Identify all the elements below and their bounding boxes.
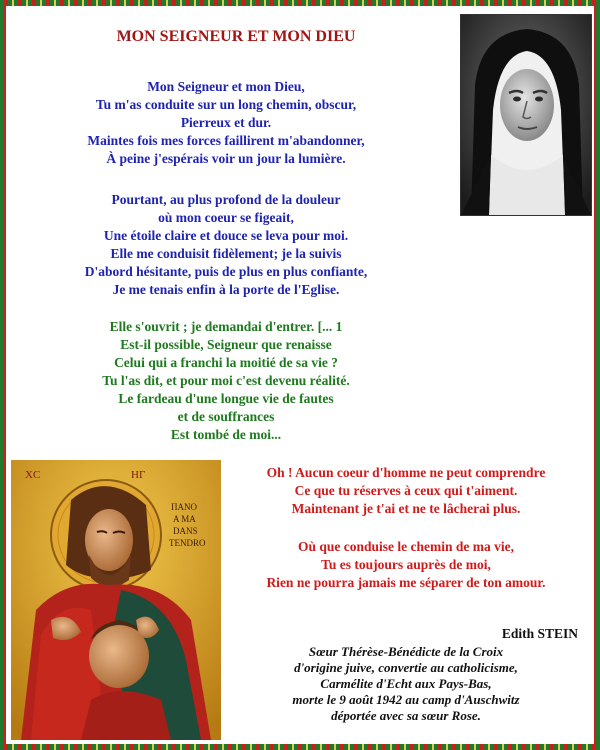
author-bio bbox=[241, 644, 571, 724]
poem-line: Pierreux et dur. bbox=[180, 115, 272, 130]
stanza-4 bbox=[221, 464, 591, 518]
stanza-1 bbox=[46, 78, 406, 168]
page-title: MON SEIGNEUR ET MON DIEU bbox=[116, 28, 356, 45]
poem-line: Celui qui a franchi la moitié de sa vie ? bbox=[114, 355, 338, 370]
bio-line: d'origine juive, convertie au catholicisme, bbox=[294, 660, 518, 675]
stanza-5 bbox=[221, 538, 591, 592]
poem-line: Elle me conduisit fidèlement; je la suivis bbox=[110, 246, 342, 261]
poem-line: Maintenant je t'ai et ne te lâcherai plus. bbox=[291, 501, 521, 516]
author-signature: Edith STEIN bbox=[501, 626, 578, 641]
bio-line: déportée avec sa sœur Rose. bbox=[331, 708, 481, 723]
poem-line: où mon coeur se figeait, bbox=[158, 210, 294, 225]
poem-line: Est-il possible, Seigneur que renaisse bbox=[120, 337, 332, 352]
poem-line: Tu es toujours auprès de moi, bbox=[321, 557, 491, 572]
poem-line: et de souffrances bbox=[177, 409, 275, 424]
poem-line: Mon Seigneur et mon Dieu, bbox=[147, 79, 305, 94]
bio-line: Sœur Thérèse-Bénédicte de la Croix bbox=[308, 644, 504, 659]
poem-line: Elle s'ouvrit ; je demandai d'entrer. [... 1 bbox=[109, 319, 343, 334]
poem-line: À peine j'espérais voir un jour la lumière. bbox=[106, 151, 346, 166]
poem-line: Une étoile claire et douce se leva pour moi. bbox=[103, 228, 349, 243]
icon-inscription-line: ΠΑΝΟ bbox=[171, 502, 197, 512]
bio-line: morte le 9 août 1942 au camp d'Auschwitz bbox=[292, 692, 520, 707]
poem-line: Tu l'as dit, et pour moi c'est devenu réalité. bbox=[102, 373, 350, 388]
icon-monogram-right: ΗΓ bbox=[131, 469, 146, 481]
portrait-photo bbox=[460, 14, 592, 216]
icon-inscription-line: TENDRO bbox=[169, 538, 206, 548]
religious-icon-painting bbox=[11, 460, 221, 740]
stanza-2 bbox=[46, 191, 406, 299]
icon-monogram-left: XC bbox=[25, 469, 41, 481]
poem-line: Rien ne pourra jamais me séparer de ton amour. bbox=[266, 575, 546, 590]
page-content bbox=[6, 6, 594, 744]
poem-line: Le fardeau d'une longue vie de fautes bbox=[118, 391, 334, 406]
poem-line: D'abord hésitante, puis de plus en plus confiante, bbox=[84, 264, 368, 279]
poem-line: Pourtant, au plus profond de la douleur bbox=[111, 192, 341, 207]
poem-line: Où que conduise le chemin de ma vie, bbox=[297, 539, 514, 554]
poem-line: Tu m'as conduite sur un long chemin, obscur, bbox=[95, 97, 357, 112]
icon-inscription-line: A MA bbox=[173, 514, 196, 524]
poem-line: Oh ! Aucun coeur d'homme ne peut comprendre bbox=[266, 465, 546, 480]
poem-line: Ce que tu réserves à ceux qui t'aiment. bbox=[294, 483, 518, 498]
icon-inscription-line: DANS bbox=[173, 526, 198, 536]
bio-line: Carmélite d'Echt aux Pays-Bas, bbox=[320, 676, 492, 691]
stanza-3 bbox=[56, 318, 396, 444]
poem-line: Maintes fois mes forces faillirent m'abandonner, bbox=[87, 133, 365, 148]
poem-line: Je me tenais enfin à la porte de l'Eglise. bbox=[112, 282, 340, 297]
poem-line: Est tombé de moi... bbox=[170, 427, 282, 442]
